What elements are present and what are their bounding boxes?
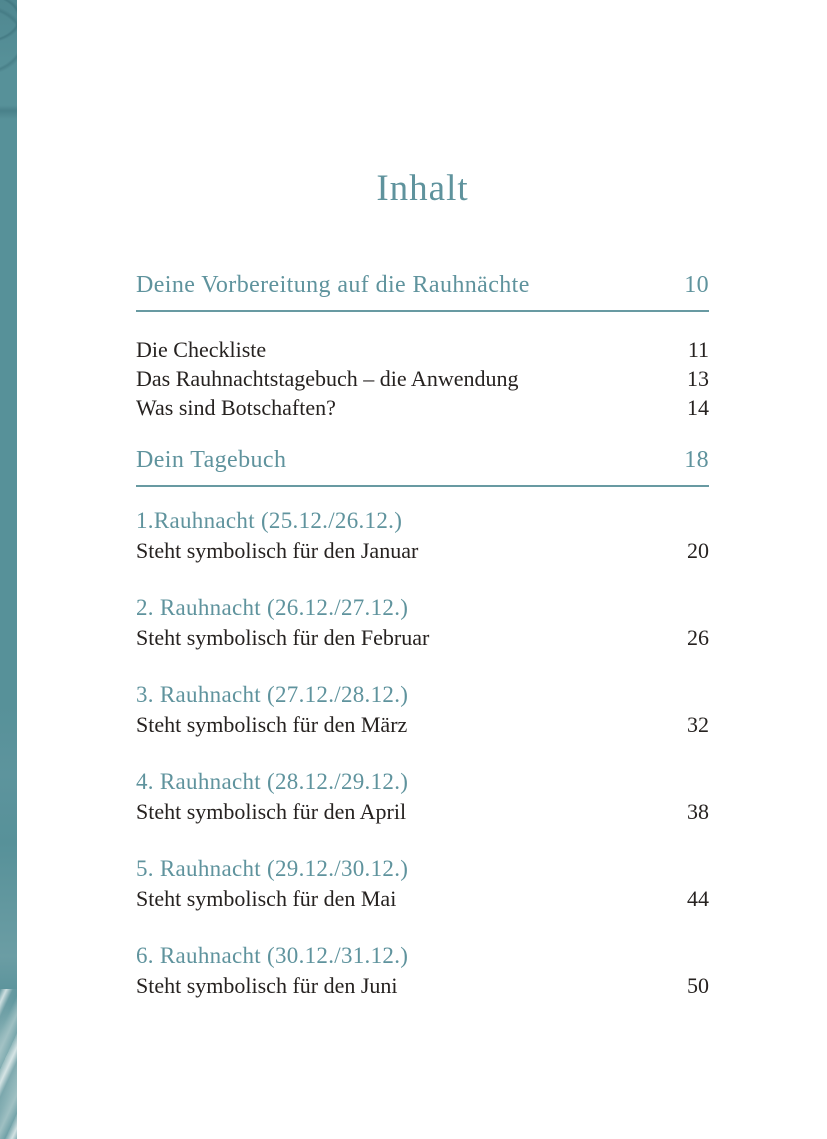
- toc-entry-label: Steht symbolisch für den Januar: [136, 538, 419, 563]
- toc-entry-group: [136, 593, 709, 653]
- toc-section-label: Deine Vorbereitung auf die Rauhnächte: [136, 272, 530, 298]
- toc-entry: [136, 797, 709, 827]
- toc-page-number: 11: [687, 337, 709, 362]
- toc-entry: [136, 364, 709, 393]
- toc-page-number: 10: [684, 272, 709, 298]
- toc-entry-group: [136, 854, 709, 914]
- toc-entry: [136, 971, 709, 1001]
- toc-page-number: 38: [687, 799, 709, 824]
- toc-entry: [136, 335, 709, 364]
- toc-page: [136, 0, 709, 1028]
- rauhnacht-heading: 3. Rauhnacht (27.12./28.12.): [136, 682, 409, 707]
- toc-entry-label: Steht symbolisch für den März: [136, 712, 408, 737]
- rauhnacht-heading: 2. Rauhnacht (26.12./27.12.): [136, 595, 409, 620]
- toc-entry: [136, 393, 709, 422]
- toc-entry-group: [136, 680, 709, 740]
- toc-page-number: 14: [687, 395, 709, 420]
- toc-entry-list: [136, 335, 709, 422]
- toc-page-number: 26: [687, 625, 709, 650]
- toc-page-number: 18: [684, 447, 709, 473]
- toc-entry: [136, 536, 709, 566]
- toc-entry: [136, 884, 709, 914]
- toc-entry: [136, 623, 709, 653]
- watercolor-texture-bottom: [0, 989, 17, 1139]
- watercolor-texture-top: [0, 0, 17, 135]
- toc-section-label: Dein Tagebuch: [136, 447, 287, 473]
- rauhnacht-heading: 6. Rauhnacht (30.12./31.12.): [136, 943, 409, 968]
- toc-section-tagebuch: [136, 448, 709, 487]
- toc-page-number: 20: [687, 538, 709, 563]
- toc-page-number: 32: [687, 712, 709, 737]
- toc-entry-label: Steht symbolisch für den Juni: [136, 973, 398, 998]
- toc-entry-label: Was sind Botschaften?: [136, 395, 336, 420]
- toc-entry-group: [136, 767, 709, 827]
- toc-entry-label: Steht symbolisch für den Februar: [136, 625, 430, 650]
- toc-page-number: 13: [687, 366, 709, 391]
- toc-entry: [136, 710, 709, 740]
- toc-entry-label: Die Checkliste: [136, 337, 267, 362]
- toc-entry-group: [136, 506, 709, 566]
- toc-page-number: 44: [687, 886, 709, 911]
- rauhnacht-heading: 4. Rauhnacht (28.12./29.12.): [136, 769, 409, 794]
- toc-entry-label: Steht symbolisch für den Mai: [136, 886, 397, 911]
- rauhnacht-heading: 1.Rauhnacht (25.12./26.12.): [136, 508, 403, 533]
- rauhnacht-heading: 5. Rauhnacht (29.12./30.12.): [136, 856, 409, 881]
- page-title: Inhalt: [376, 168, 469, 209]
- toc-section-vorbereitung: [136, 273, 709, 312]
- toc-entry-label: Das Rauhnachtstagebuch – die Anwendung: [136, 366, 519, 391]
- cover-art-strip: [0, 0, 17, 1139]
- toc-entry-label: Steht symbolisch für den April: [136, 799, 407, 824]
- toc-entry-group: [136, 941, 709, 1001]
- toc-page-number: 50: [687, 973, 709, 998]
